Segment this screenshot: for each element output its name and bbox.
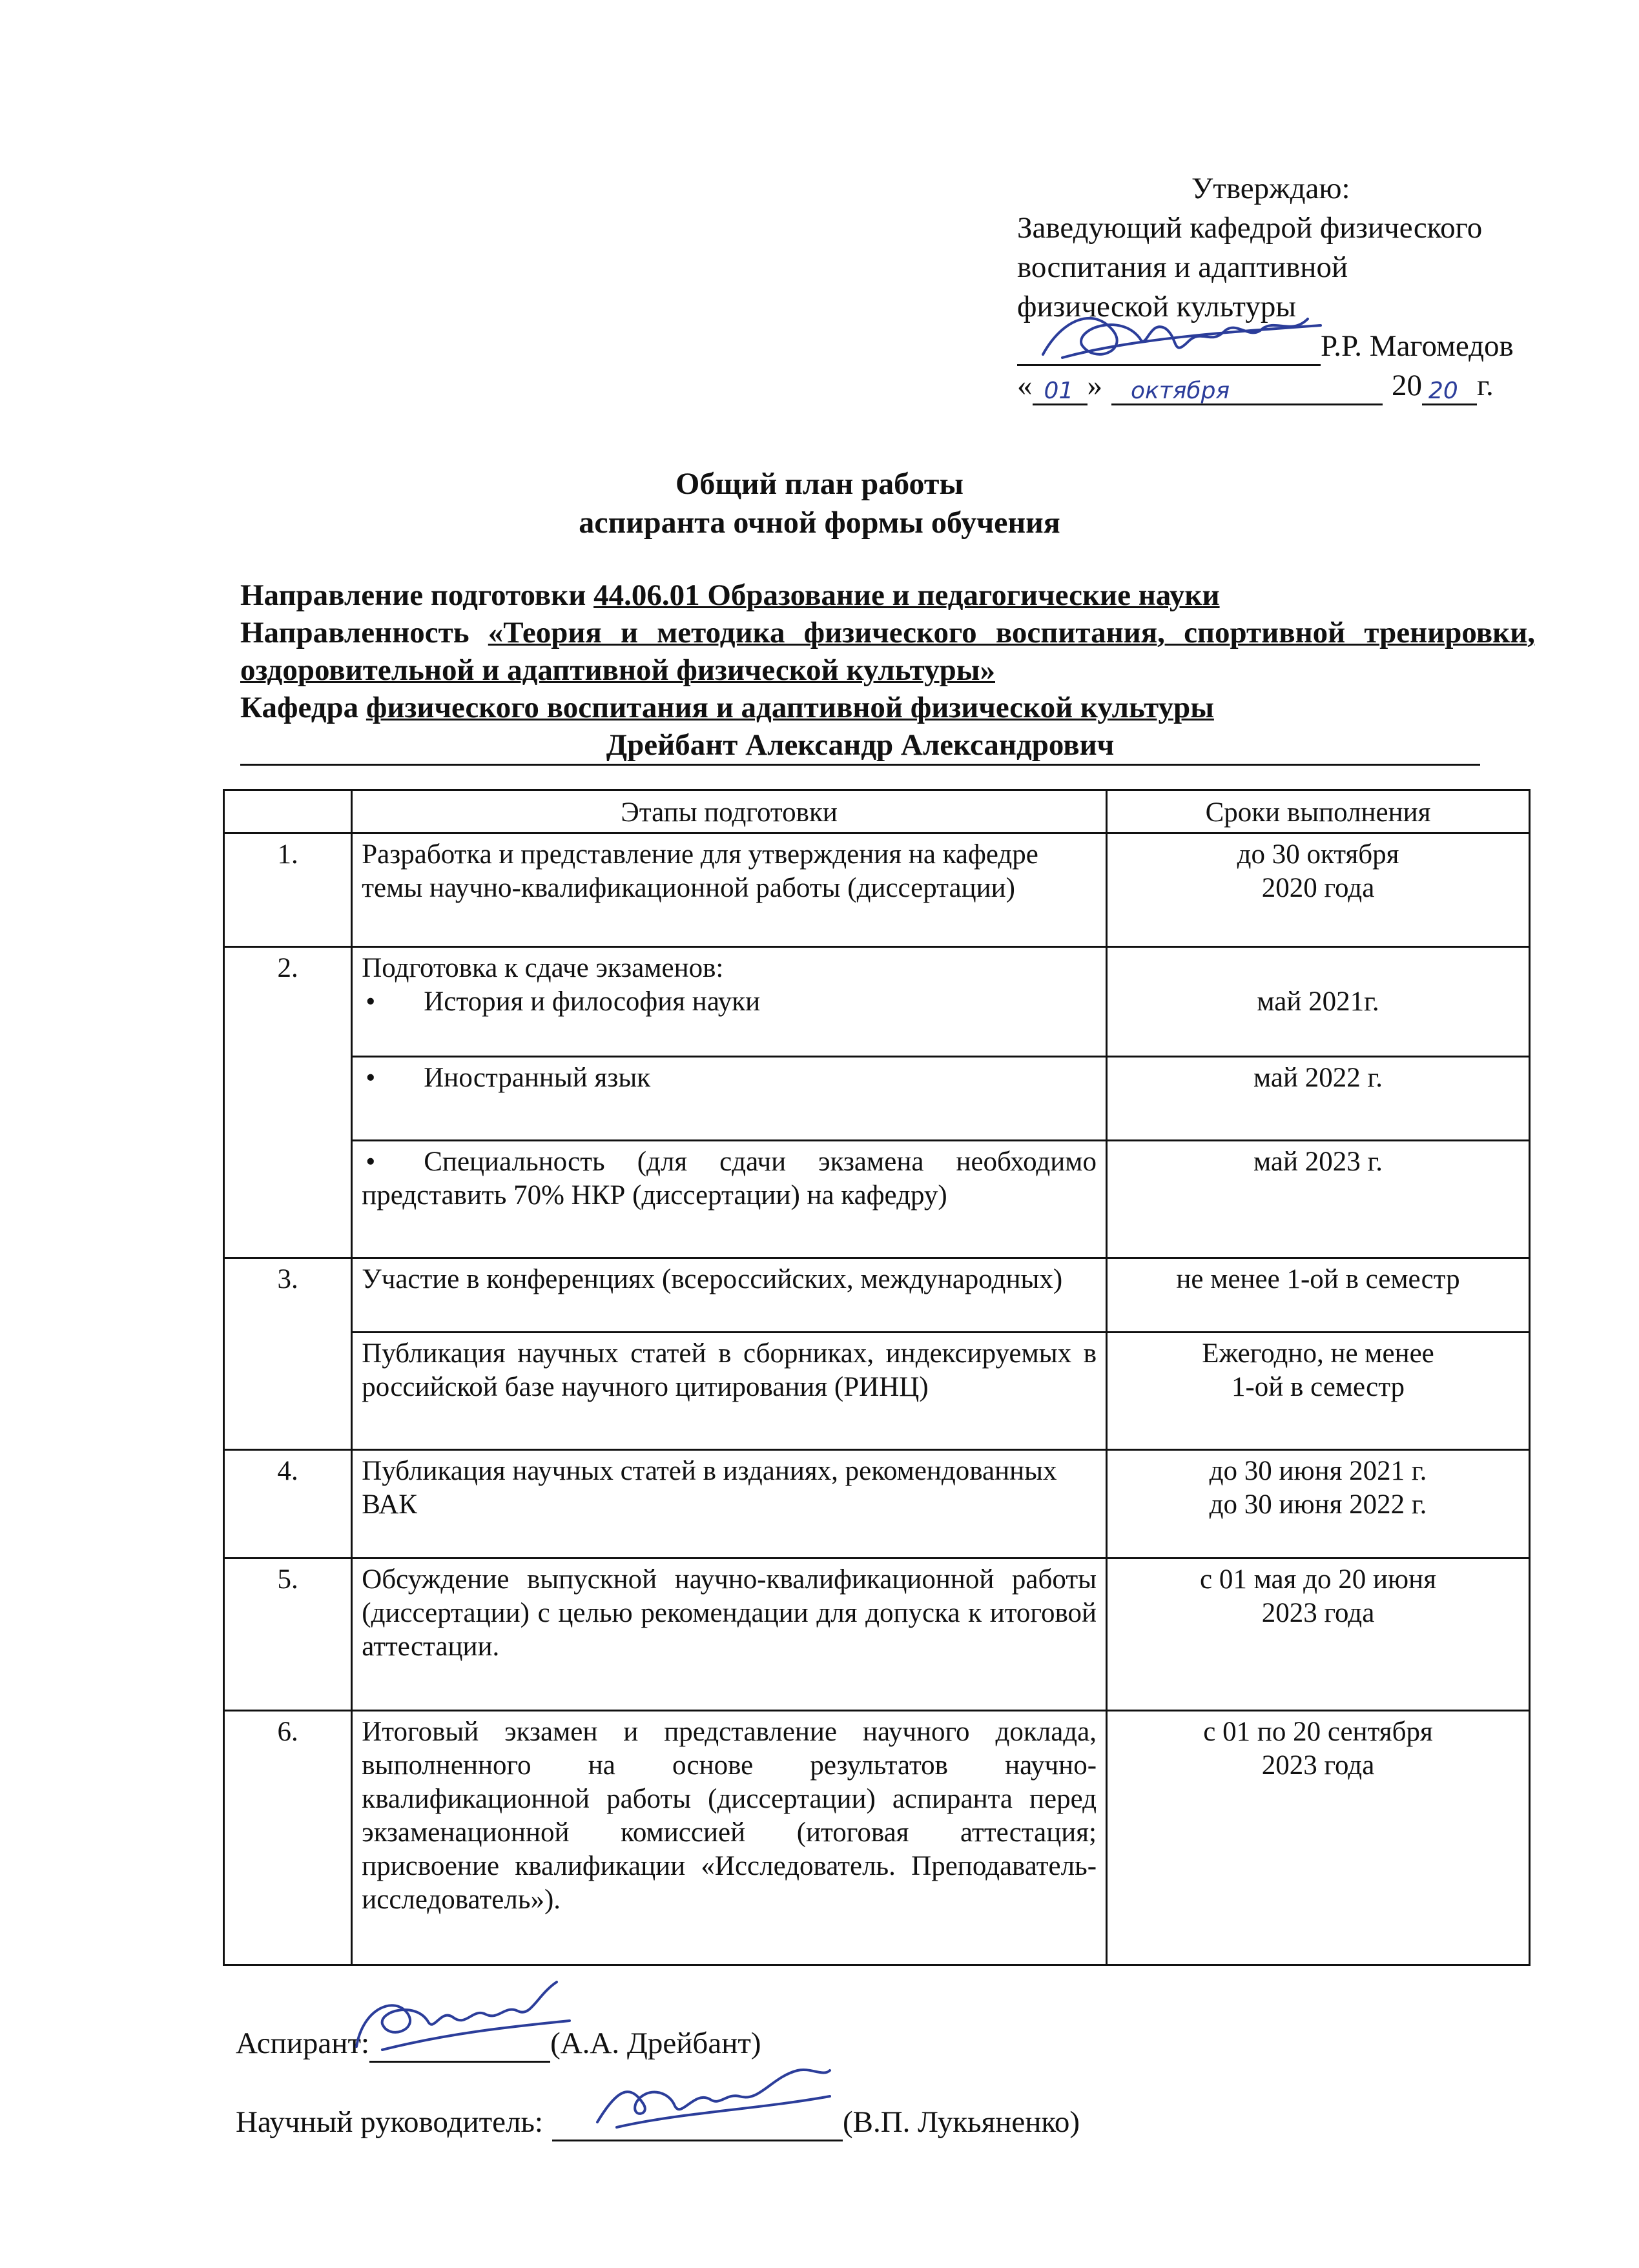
student-label: Аспирант: bbox=[236, 2027, 370, 2060]
table-row bbox=[224, 1057, 1530, 1141]
date-month-blank bbox=[1111, 373, 1383, 405]
row-number: 3. bbox=[224, 1258, 352, 1450]
row-stage: Итоговый экзамен и представление научного доклада, выполненного на основе результатов научно-квалификационной работы (диссертации) аспиранта перед экзаменационной комиссией (итоговая аттестация; присвоение квалификации «Исследователь. Преподаватель-исследователь»). bbox=[352, 1711, 1107, 1965]
exam-deadline: май 2023 г. bbox=[1107, 1141, 1530, 1258]
title-line-1: Общий план работы bbox=[675, 467, 964, 501]
signature-scribble-icon bbox=[591, 2051, 836, 2141]
approval-line-3: физической культуры bbox=[1017, 290, 1296, 323]
row-deadline: не менее 1-ой в семестр bbox=[1107, 1258, 1530, 1333]
approval-line-1: Заведующий кафедрой физического bbox=[1017, 211, 1483, 245]
advisor-signature bbox=[552, 2106, 843, 2141]
head-signature-line bbox=[1017, 327, 1560, 366]
signatures-block bbox=[236, 2024, 1527, 2141]
row-number: 6. bbox=[224, 1711, 352, 1965]
table-row bbox=[224, 1333, 1530, 1450]
head-signature bbox=[1017, 332, 1321, 366]
approval-block bbox=[1017, 169, 1560, 405]
row-stage bbox=[352, 1141, 1107, 1258]
signature-scribble-icon bbox=[1036, 293, 1327, 377]
header-stages: Этапы подготовки bbox=[352, 790, 1107, 833]
row-number: 5. bbox=[224, 1558, 352, 1711]
head-name: Р.Р. Магомедов bbox=[1321, 329, 1514, 363]
table-row bbox=[224, 947, 1530, 1057]
table-row bbox=[224, 1258, 1530, 1333]
row-stage bbox=[352, 1057, 1107, 1141]
student-signature-row bbox=[236, 2024, 1527, 2063]
department-row bbox=[240, 689, 1535, 726]
focus-label: Направленность bbox=[240, 616, 469, 649]
deadline-line-1: с 01 по 20 сентября bbox=[1203, 1717, 1433, 1747]
direction-value: 44.06.01 Образование и педагогические науки bbox=[593, 578, 1220, 612]
deadline-line-2: 2020 года bbox=[1261, 873, 1375, 903]
deadline-line-2: 1-ой в семестр bbox=[1231, 1372, 1405, 1402]
student-short-name: (А.А. Дрейбант) bbox=[550, 2027, 761, 2060]
row-number: 2. bbox=[224, 947, 352, 1258]
table-row bbox=[224, 1711, 1530, 1965]
document-title bbox=[0, 465, 1639, 542]
date-day-blank bbox=[1033, 373, 1088, 405]
row-stage: Публикация научных статей в сборниках, индексируемых в российской базе научного цитирования (РИНЦ) bbox=[352, 1333, 1107, 1450]
student-signature bbox=[369, 2027, 550, 2063]
row-deadline bbox=[1107, 1711, 1530, 1965]
year-prefix: 20 bbox=[1392, 369, 1422, 402]
deadline-line-2: 2023 года bbox=[1261, 1598, 1375, 1628]
department-label: Кафедра bbox=[240, 691, 359, 724]
deadline-line-1: до 30 июня 2021 г. bbox=[1209, 1456, 1427, 1486]
advisor-signature-row bbox=[236, 2103, 1527, 2141]
table-row bbox=[224, 1141, 1530, 1258]
advisor-label: Научный руководитель: bbox=[236, 2105, 543, 2139]
exam-intro: Подготовка к сдаче экзаменов: bbox=[362, 953, 724, 983]
deadline-line-1: с 01 мая до 20 июня bbox=[1200, 1564, 1436, 1595]
deadline-line-2: 2023 года bbox=[1261, 1750, 1375, 1781]
date-month: октября bbox=[1131, 378, 1230, 404]
row-deadline bbox=[1107, 947, 1530, 1057]
program-meta bbox=[240, 577, 1535, 766]
year-blank bbox=[1422, 373, 1477, 405]
student-name: Дрейбант Александр Александрович bbox=[240, 726, 1480, 766]
row-number: 4. bbox=[224, 1450, 352, 1558]
row-deadline bbox=[1107, 1333, 1530, 1450]
year-end: г. bbox=[1477, 369, 1494, 402]
approval-line-2: воспитания и адаптивной bbox=[1017, 250, 1348, 284]
approval-heading: Утверждаю: bbox=[1191, 172, 1350, 205]
row-stage bbox=[352, 947, 1107, 1057]
signature-scribble-icon bbox=[344, 1969, 576, 2066]
table-row bbox=[224, 833, 1530, 947]
row-deadline bbox=[1107, 1450, 1530, 1558]
exam-item: • Специальность (для сдачи экзамена необходимо представить 70% НКР (диссертации) на кафедру) bbox=[362, 1147, 1097, 1211]
focus-value: «Теория и методика физического воспитания, спортивной тренировки, оздоровительной и адаптивной физической культуры» bbox=[240, 616, 1535, 687]
date-day: 01 bbox=[1044, 378, 1074, 404]
table-row bbox=[224, 1450, 1530, 1558]
exam-deadline: май 2022 г. bbox=[1107, 1057, 1530, 1141]
row-deadline bbox=[1107, 833, 1530, 947]
department-value: физического воспитания и адаптивной физической культуры bbox=[366, 691, 1214, 724]
deadline-line-1: до 30 октября bbox=[1237, 839, 1399, 870]
row-stage: Участие в конференциях (всероссийских, международных) bbox=[352, 1258, 1107, 1333]
row-stage: Разработка и представление для утверждения на кафедре темы научно-квалификационной работы (диссертации) bbox=[352, 833, 1107, 947]
exam-deadline: май 2021г. bbox=[1257, 986, 1379, 1017]
exam-item: • Иностранный язык bbox=[362, 1061, 1097, 1095]
date-open-quote: « bbox=[1017, 369, 1033, 402]
title-line-2: аспиранта очной формы обучения bbox=[579, 506, 1060, 540]
table-row bbox=[224, 1558, 1530, 1711]
deadline-line-1: Ежегодно, не менее bbox=[1202, 1338, 1434, 1369]
row-deadline bbox=[1107, 1558, 1530, 1711]
direction-label: Направление подготовки bbox=[240, 578, 586, 612]
exam-item: • История и философия науки bbox=[362, 985, 1097, 1019]
row-stage: Обсуждение выпускной научно-квалификационной работы (диссертации) с целью рекомендации для допуска к итоговой аттестации. bbox=[352, 1558, 1107, 1711]
date-close-quote: » bbox=[1087, 369, 1102, 402]
row-number: 1. bbox=[224, 833, 352, 947]
table-header-row bbox=[224, 790, 1530, 833]
advisor-short-name: (В.П. Лукьяненко) bbox=[842, 2105, 1080, 2139]
focus-row bbox=[240, 614, 1535, 689]
deadline-line-2: до 30 июня 2022 г. bbox=[1209, 1489, 1427, 1520]
plan-table bbox=[223, 789, 1531, 1966]
direction-row bbox=[240, 577, 1535, 614]
row-stage: Публикация научных статей в изданиях, рекомендованных ВАК bbox=[352, 1450, 1107, 1558]
header-num bbox=[224, 790, 352, 833]
header-deadlines: Сроки выполнения bbox=[1107, 790, 1530, 833]
year-suffix: 20 bbox=[1428, 378, 1458, 404]
